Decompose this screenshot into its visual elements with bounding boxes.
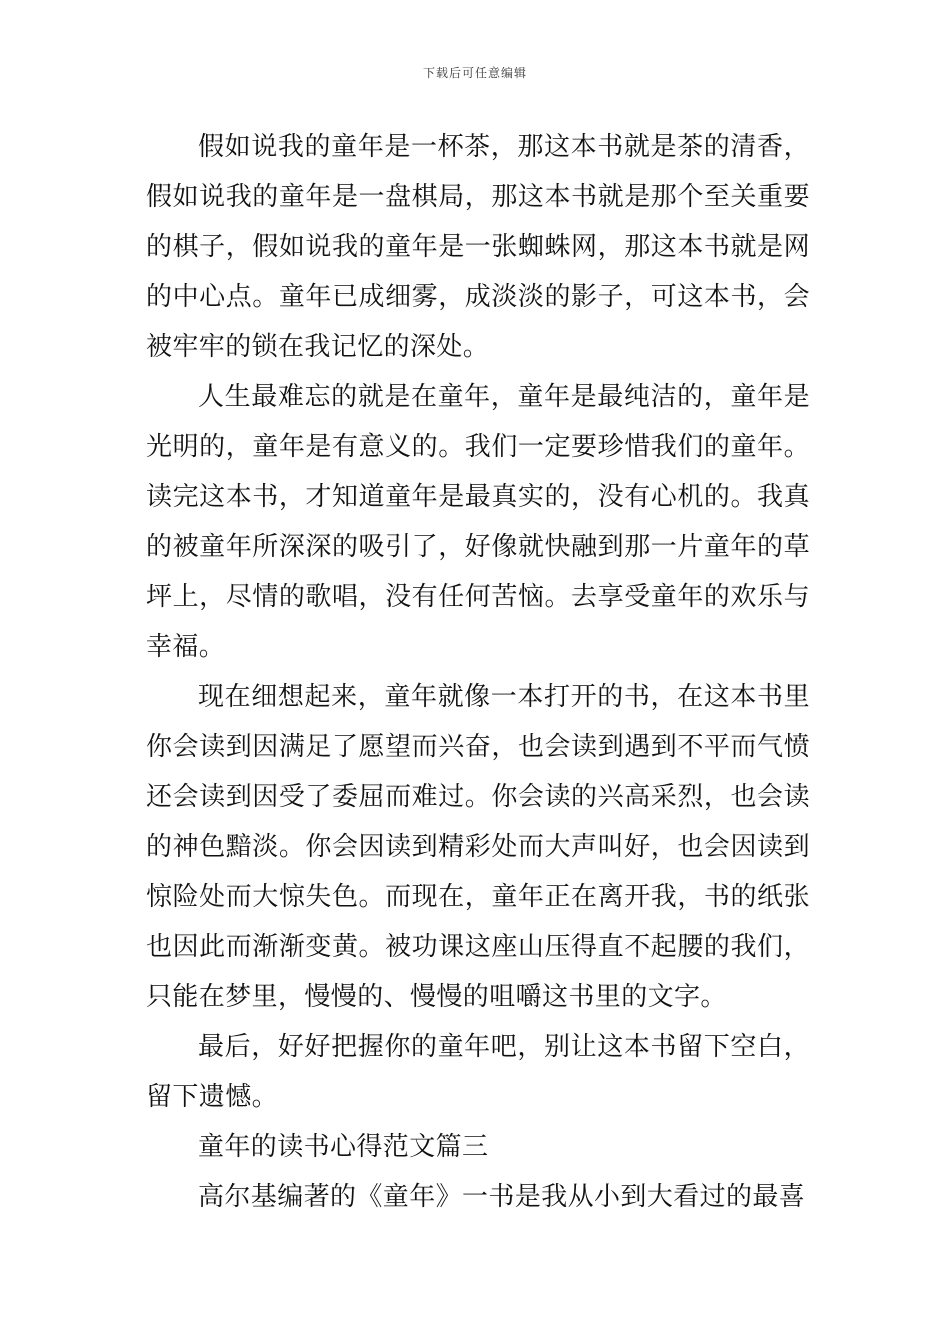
section-heading: 童年的读书心得范文篇三 xyxy=(198,1132,489,1162)
header-note: 下载后可任意编辑 xyxy=(422,66,527,80)
document-body xyxy=(146,122,810,1222)
paragraph-conclusion: 最后，好好把握你的童年吧，别让这本书留下空白，留下遗憾。 xyxy=(146,1032,810,1112)
paragraph-tea-chess-web: 假如说我的童年是一杯茶，那这本书就是茶的清香，假如说我的童年是一盘棋局，那这本书就是那个至关重要的棋子，假如说我的童年是一张蜘蛛网，那这本书就是网的中心点。童年已成细雾，成淡淡的影子，可这本书，会被牢牢的锁在我记忆的深处。 xyxy=(146,132,810,362)
paragraph-gorky-intro: 高尔基编著的《童年》一书是我从小到大看过的最喜 xyxy=(198,1182,806,1212)
paragraph-open-book: 现在细想起来，童年就像一本打开的书，在这本书里你会读到因满足了愿望而兴奋，也会读到遇到不平而气愤还会读到因受了委屈而难过。你会读的兴高采烈，也会读的神色黯淡。你会因读到精彩处而大声叫好，也会因读到惊险处而大惊失色。而现在，童年正在离开我，书的纸张也因此而渐渐变黄。被功课这座山压得直不起腰的我们，只能在梦里，慢慢的、慢慢的咀嚼这书里的文字。 xyxy=(146,682,810,1012)
paragraph-cherish-childhood: 人生最难忘的就是在童年，童年是最纯洁的，童年是光明的，童年是有意义的。我们一定要珍惜我们的童年。读完这本书，才知道童年是最真实的，没有心机的。我真的被童年所深深的吸引了，好像就快融到那一片童年的草坪上，尽情的歌唱，没有任何苦恼。去享受童年的欢乐与幸福。 xyxy=(146,382,810,662)
